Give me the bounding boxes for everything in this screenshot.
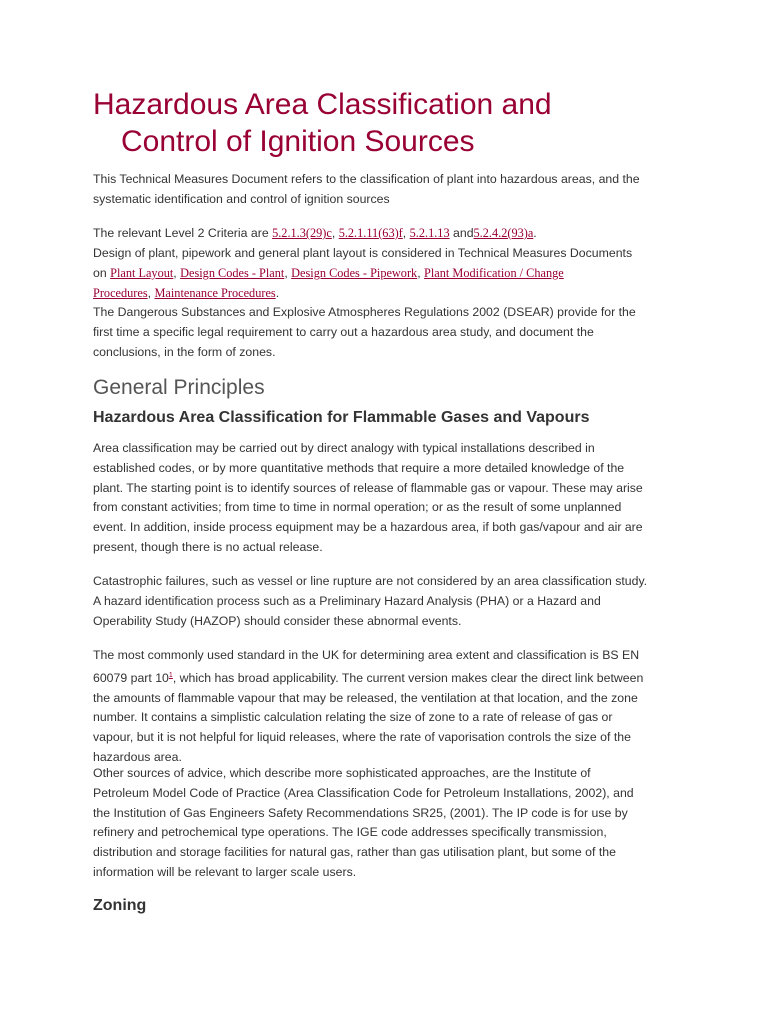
subsection-heading-zoning: Zoning <box>93 897 147 914</box>
paragraph-line: the Institution of Gas Engineers Safety Recommendations SR25, (2001). The IP code is for use by <box>93 805 628 820</box>
paragraph-line: Petroleum Model Code of Practice (Area Classification Code for Petroleum Installations, 2002), and <box>93 785 634 800</box>
intro-line: systematic identification and control of ignition sources <box>93 191 390 206</box>
dsear-line: conclusions, in the form of zones. <box>93 344 276 359</box>
on-text: on <box>93 265 111 280</box>
paragraph-line: A hazard identification process such as a Preliminary Hazard Analysis (PHA) or a Hazard and <box>93 593 601 608</box>
paragraph-line-with-note <box>93 666 683 689</box>
intro-paragraph <box>93 170 683 210</box>
link-plant-modification[interactable]: Plant Modification / Change <box>424 265 564 280</box>
paragraph-line: event. In addition, inside process equipment may be a hazardous area, if both gas/vapour and air are <box>93 520 643 535</box>
link-design-codes-plant[interactable]: Design Codes - Plant <box>180 265 285 280</box>
subsection-heading-hazardous-area-classification: Hazardous Area Classification for Flammable Gases and Vapours <box>93 409 590 426</box>
area-classification-paragraph <box>93 439 683 558</box>
paragraph-line: Catastrophic failures, such as vessel or line rupture are not considered by an area classification study. <box>93 574 648 588</box>
separator: , <box>402 226 410 240</box>
design-links-line <box>93 264 683 284</box>
page-title-line-1: Hazardous Area Classification and <box>93 88 552 121</box>
paragraph-text: 60079 part 10 <box>93 670 169 685</box>
paragraph-line: Operability Study (HAZOP) should consider these abnormal events. <box>93 613 462 628</box>
section-heading-general-principles: General Principles <box>93 376 265 399</box>
period: . <box>275 285 280 300</box>
criteria-link-5-2-1-11[interactable]: 5.2.1.11(63)f <box>338 226 403 240</box>
dsear-line: The Dangerous Substances and Explosive Atmospheres Regulations 2002 (DSEAR) provide for the <box>93 305 636 319</box>
paragraph-line: hazardous area. <box>93 750 182 765</box>
paragraph-line: plant. The starting point is to identify sources of release of flammable gas or vapour. These may arise <box>93 480 643 495</box>
paragraph-line: number. It contains a simplistic calculation relating the size of zone to a rate of release of gas or <box>93 710 613 725</box>
and-text: and <box>449 226 474 240</box>
paragraph-line: established codes, or by more quantitative methods that require a more detailed knowledge of the <box>93 460 625 475</box>
paragraph-line: distribution and storage facilities for natural gas, rather than gas utilisation plant, but some of the <box>93 845 616 860</box>
link-plant-layout[interactable]: Plant Layout <box>110 265 174 280</box>
paragraph-line: information will be relevant to larger scale users. <box>93 864 357 879</box>
criteria-link-5-2-1-13[interactable]: 5.2.1.13 <box>409 226 450 240</box>
design-paragraph <box>93 244 683 303</box>
criteria-link-5-2-4-2[interactable]: 5.2.4.2(93)a <box>473 226 534 240</box>
paragraph-line: vapour, but it is not helpful for liquid releases, where the rate of vaporisation controls the size of the <box>93 730 631 745</box>
separator: , <box>417 265 425 280</box>
link-plant-modification-procedures[interactable]: Procedures <box>93 285 148 300</box>
separator: , <box>284 265 292 280</box>
criteria-prefix: The relevant Level 2 Criteria are <box>93 226 273 240</box>
dsear-line: first time a specific legal requirement to carry out a hazardous area study, and document the <box>93 324 594 339</box>
paragraph-line: Other sources of advice, which describe more sophisticated approaches, are the Institute of <box>93 766 591 780</box>
design-links-line-2 <box>93 284 683 304</box>
dsear-paragraph <box>93 303 683 362</box>
page-title-line-2: Control of Ignition Sources <box>121 125 475 158</box>
catastrophic-failures-paragraph <box>93 572 683 631</box>
other-sources-paragraph <box>93 764 683 883</box>
intro-line: This Technical Measures Document refers to the classification of plant into hazardous areas, and the <box>93 172 640 186</box>
period: . <box>533 226 537 240</box>
criteria-paragraph <box>93 224 683 244</box>
link-design-codes-pipework[interactable]: Design Codes - Pipework <box>291 265 418 280</box>
paragraph-line: The most commonly used standard in the UK for determining area extent and classification is BS EN <box>93 648 640 662</box>
criteria-link-5-2-1-3[interactable]: 5.2.1.3(29)c <box>272 226 332 240</box>
paragraph-line: Area classification may be carried out by direct analogy with typical installations described in <box>93 441 595 455</box>
footnote-link[interactable]: 1 <box>168 671 173 679</box>
standard-paragraph <box>93 646 683 768</box>
separator: , <box>173 265 181 280</box>
page-title <box>93 86 693 160</box>
paragraph-line: the amounts of flammable vapour that may be released, the ventilation at that location, and the zone <box>93 690 638 705</box>
separator: , <box>147 285 155 300</box>
paragraph-text: , which has broad applicability. The current version makes clear the direct link between <box>172 670 644 685</box>
design-line: Design of plant, pipework and general plant layout is considered in Technical Measures Documents <box>93 246 633 260</box>
paragraph-line: refinery and petrochemical type operations. The IGE code addresses specifically transmission, <box>93 825 607 840</box>
separator: , <box>331 226 339 240</box>
link-maintenance-procedures[interactable]: Maintenance Procedures <box>154 285 276 300</box>
paragraph-line: from constant activities; from time to time in normal operation; or as the result of some unplanned <box>93 500 622 515</box>
paragraph-line: present, though there is no actual release. <box>93 539 323 554</box>
